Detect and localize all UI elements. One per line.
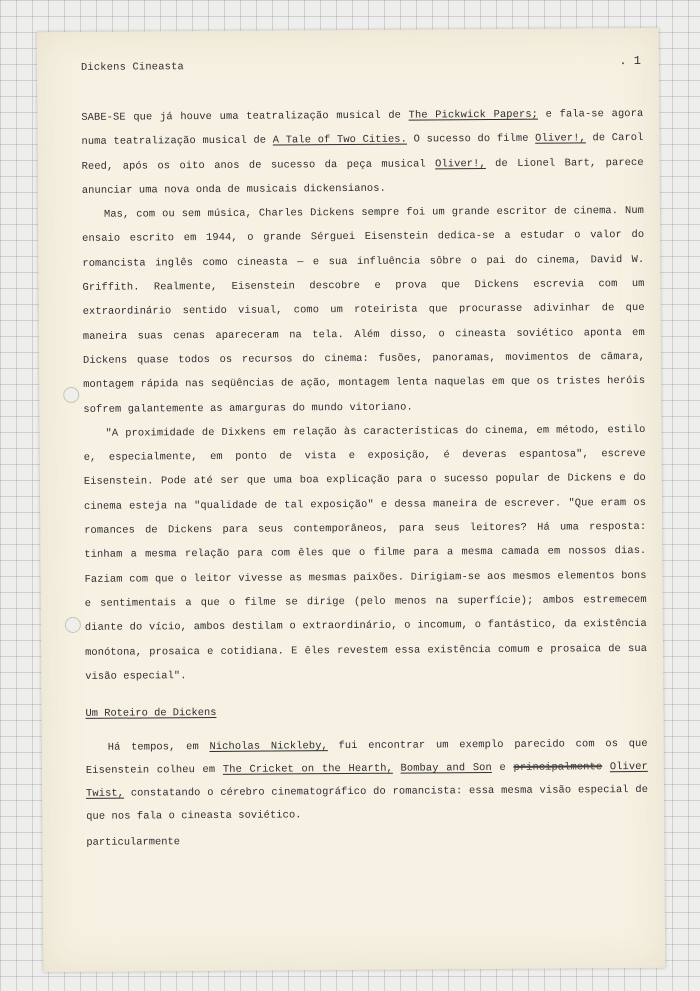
paragraph-2: Mas, com ou sem música, Charles Dickens sempre foi um grande escritor de cinema. Num ensaio escrito em 1944, o grande Sérguei Eisenstein dedica-se a estudar o valor do romancista inglês como cineasta — e sua influência sôbre o pai do cinema, David W. Griffith. Realmente, Eisenstein descobre e prova que Dickens escrevia com um extraordinário sentido visual, como um roteirista que procurasse adivinhar de que maneira suas cenas apareceram na tela. Além disso, o cineasta soviético aponta em Dickens quase todos os recursos do cinema: fusões, panoramas, movimentos de câmara, montagem rápida nas seqüências de ação, montagem lenta naquelas em que os tristes heróis sofrem galantemente as amarguras do mundo vitoriano. bbox=[82, 205, 646, 416]
text-run bbox=[393, 763, 401, 775]
title-reference: Nicholas Nickleby, bbox=[209, 740, 328, 754]
page-number: . 1 bbox=[619, 53, 641, 69]
title-reference: Oliver!, bbox=[535, 132, 586, 146]
title-reference: Oliver Twist, bbox=[86, 761, 648, 800]
paragraph-3: "A proximidade de Dixkens em relação às características do cinema, em método, estilo e, especialmente, em ponto de vista e exposição, é deveras espantosa", escreve Eisenstein. Pode até ser que uma boa explicação para o sucesso popular de Dickens e do cinema esteja na "qualidade de tal exposição" e dessa maneira de escrever. "Que eram os romances de Dickens para seus contemporâneos, para seus leitores? Há uma resposta: tinham a mesma relação para com êles que o filme para a mesma camada em nossos dias. Faziam com que o leitor vivesse as mesmas paixões. Dirigiam-se aos mesmos elementos bons e sentimentais a que o filme se dirige (pelo menos na superfície); ambos estremecem diante do vício, ambos destilam o extraordinário, o incomum, o fantástico, da existência monótona, prosaica e cotidiana. E êles revestem essa existência comum e prosaica de sua visão especial". bbox=[83, 423, 648, 683]
paragraph-1 bbox=[81, 102, 644, 203]
title-reference: The Cricket on the Hearth, bbox=[222, 762, 393, 777]
text-run: SABE-SE que já houve uma teatralização musical de bbox=[81, 109, 409, 124]
section-subheading: Um Roteiro de Dickens bbox=[85, 707, 217, 720]
text-run: O sucesso do filme bbox=[406, 133, 536, 146]
document-body bbox=[81, 102, 648, 829]
title-reference: Oliver!, bbox=[435, 157, 486, 170]
text-run: e bbox=[491, 761, 514, 775]
paragraph-4 bbox=[86, 733, 649, 829]
text-run: de Lionel Bart, parece anunciar uma nova onda de musicais dickensianos. bbox=[81, 156, 644, 197]
punch-hole bbox=[63, 387, 79, 403]
text-run: constatando o cérebro cinematográfico do romancista: essa mesma visão especial de que nos fala o cineasta soviético. bbox=[86, 784, 649, 823]
struck-out-word: principalmente bbox=[513, 761, 603, 774]
typed-insertion: particularmente bbox=[86, 836, 180, 849]
punch-hole bbox=[65, 617, 81, 633]
text-run: Há tempos, em bbox=[107, 741, 210, 754]
document-page bbox=[37, 28, 666, 972]
title-reference: The Pickwick Papers; bbox=[408, 108, 539, 122]
title-reference: A Tale of Two Cities. bbox=[272, 133, 408, 147]
text-run bbox=[602, 761, 610, 773]
text-run: e fala-se agora numa teatralização musical de bbox=[81, 107, 644, 149]
text-run: fui encontrar um exemplo parecido com os que Eisenstein colheu em bbox=[85, 738, 648, 777]
text-run: de Carol Reed, após os oito anos de sucesso da peça musical bbox=[81, 132, 644, 173]
title-reference: Bombay and Son bbox=[400, 762, 492, 775]
running-header-title: Dickens Cineasta bbox=[80, 61, 184, 74]
